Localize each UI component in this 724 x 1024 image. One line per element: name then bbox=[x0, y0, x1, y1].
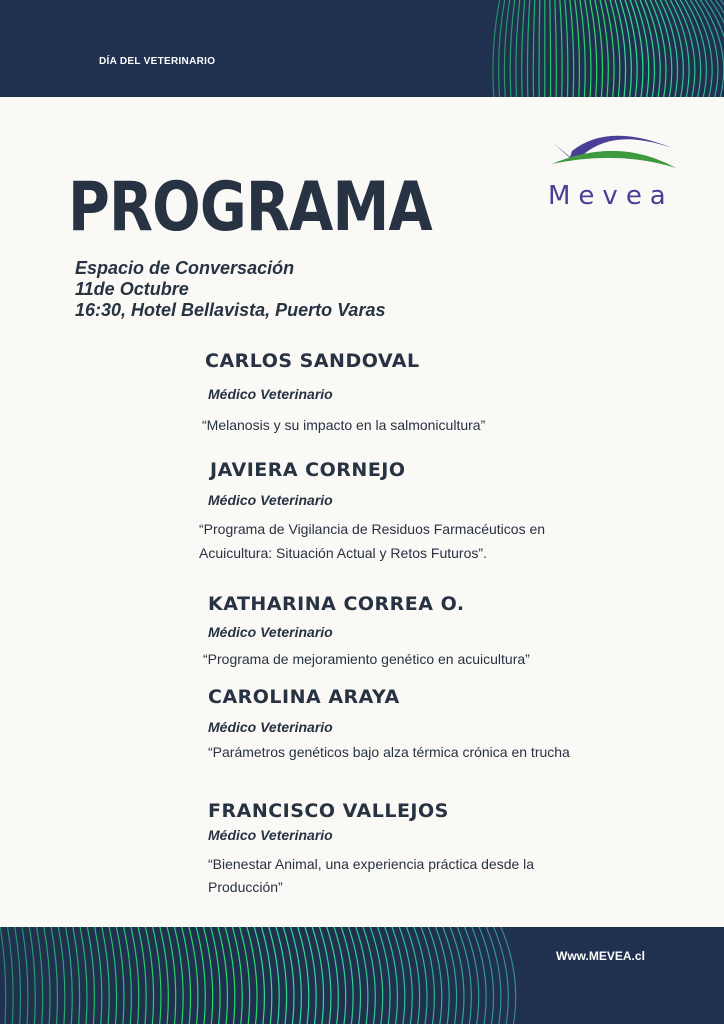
decorative-line bbox=[654, 0, 671, 97]
logo-text: Mevea bbox=[548, 181, 674, 211]
decorative-line bbox=[644, 0, 660, 97]
speaker-talk: “Bienestar Animal, una experiencia práctica desde la bbox=[208, 856, 535, 872]
decorative-line bbox=[527, 0, 529, 97]
decorative-line bbox=[504, 0, 510, 97]
decorative-line bbox=[550, 0, 551, 97]
decorative-line bbox=[275, 927, 286, 1024]
decorative-line bbox=[355, 927, 368, 1024]
event-details bbox=[75, 258, 385, 321]
decorative-line bbox=[283, 927, 294, 1024]
speaker-talk: “Programa de Vigilancia de Residuos Farmacéuticos en bbox=[199, 521, 546, 537]
decorative-line bbox=[80, 927, 87, 1024]
decorative-line bbox=[341, 927, 354, 1024]
decorative-line bbox=[7, 927, 13, 1024]
decorative-line bbox=[610, 0, 620, 97]
decorative-line bbox=[580, 0, 586, 97]
speaker-role: Médico Veterinario bbox=[208, 827, 333, 843]
decorative-line bbox=[560, 0, 562, 97]
decorative-line bbox=[391, 927, 405, 1024]
decorative-line bbox=[87, 927, 94, 1024]
speaker-role: Médico Veterinario bbox=[208, 492, 333, 508]
green-lines-decoration bbox=[0, 0, 724, 97]
decorative-line bbox=[319, 927, 331, 1024]
decorative-line bbox=[362, 927, 375, 1024]
decorative-line bbox=[58, 927, 65, 1024]
website-link[interactable]: Www.MEVEA.cl bbox=[556, 949, 645, 963]
speaker-talk: “Programa de mejoramiento genético en acuicultura” bbox=[203, 651, 530, 667]
decorative-line bbox=[605, 0, 615, 97]
decorative-line bbox=[377, 927, 390, 1024]
decorative-line bbox=[109, 927, 117, 1024]
decorative-line bbox=[406, 927, 420, 1024]
decorative-line bbox=[51, 927, 58, 1024]
speaker-name: FRANCISCO VALLEJOS bbox=[208, 800, 449, 822]
decorative-line bbox=[516, 0, 520, 97]
event-time-location: 16:30, Hotel Bellavista, Puerto Varas bbox=[75, 300, 386, 320]
decorative-line bbox=[14, 927, 20, 1024]
decorative-line bbox=[268, 927, 279, 1024]
top-banner bbox=[0, 0, 724, 97]
decorative-line bbox=[29, 927, 35, 1024]
speaker-name: JAVIERA CORNEJO bbox=[210, 459, 406, 481]
decorative-line bbox=[22, 927, 28, 1024]
decorative-line bbox=[575, 0, 580, 97]
speaker-name: KATHARINA CORREA O. bbox=[208, 593, 465, 615]
decorative-line bbox=[510, 0, 515, 97]
speaker-name: CARLOS SANDOVAL bbox=[205, 350, 420, 372]
decorative-line bbox=[72, 927, 79, 1024]
decorative-line bbox=[570, 0, 574, 97]
decorative-line bbox=[555, 0, 557, 97]
decorative-line bbox=[413, 927, 427, 1024]
decorative-line bbox=[123, 927, 131, 1024]
decorative-line bbox=[600, 0, 609, 97]
decorative-line bbox=[101, 927, 109, 1024]
decorative-line bbox=[312, 927, 324, 1024]
decorative-line bbox=[384, 927, 397, 1024]
bottom-banner bbox=[0, 927, 724, 1024]
speaker-role: Médico Veterinario bbox=[208, 386, 333, 402]
decorative-line bbox=[239, 927, 249, 1024]
decorative-line bbox=[0, 927, 6, 1024]
speaker-name: CAROLINA ARAYA bbox=[208, 686, 400, 708]
decorative-line bbox=[428, 927, 442, 1024]
page-title: PROGRAMA bbox=[68, 168, 432, 247]
event-date: 11de Octubre bbox=[75, 279, 189, 299]
decorative-line bbox=[297, 927, 309, 1024]
decorative-line bbox=[43, 927, 50, 1024]
speaker-talk: “Melanosis y su impacto en la salmonicultura” bbox=[202, 417, 486, 433]
speaker-role: Médico Veterinario bbox=[208, 624, 333, 640]
decorative-line bbox=[290, 927, 302, 1024]
decorative-line bbox=[326, 927, 338, 1024]
decorative-line bbox=[435, 927, 449, 1024]
decorative-line bbox=[304, 927, 316, 1024]
decorative-line bbox=[399, 927, 413, 1024]
speaker-talk: Producción” bbox=[208, 879, 283, 895]
decorative-line bbox=[348, 927, 361, 1024]
decorative-line bbox=[565, 0, 568, 97]
decorative-line bbox=[94, 927, 102, 1024]
decorative-line bbox=[420, 927, 434, 1024]
decorative-line bbox=[522, 0, 525, 97]
decorative-line bbox=[370, 927, 383, 1024]
green-lines-decoration bbox=[0, 927, 724, 1024]
decorative-line bbox=[533, 0, 535, 97]
decorative-line bbox=[254, 927, 265, 1024]
event-name: Espacio de Conversación bbox=[75, 258, 295, 278]
decorative-line bbox=[649, 0, 666, 97]
speaker-talk: “Parámetros genéticos bajo alza térmica crónica en trucha bbox=[208, 744, 570, 760]
decorative-line bbox=[246, 927, 257, 1024]
decorative-line bbox=[36, 927, 42, 1024]
speaker-role: Médico Veterinario bbox=[208, 719, 333, 735]
event-label: DÍA DEL VETERINARIO bbox=[99, 56, 216, 67]
decorative-line bbox=[116, 927, 124, 1024]
decorative-line bbox=[261, 927, 272, 1024]
decorative-line bbox=[539, 0, 540, 97]
decorative-line bbox=[65, 927, 72, 1024]
decorative-line bbox=[333, 927, 345, 1024]
speaker-talk: Acuicultura: Situación Actual y Retos Futuros”. bbox=[199, 545, 487, 561]
